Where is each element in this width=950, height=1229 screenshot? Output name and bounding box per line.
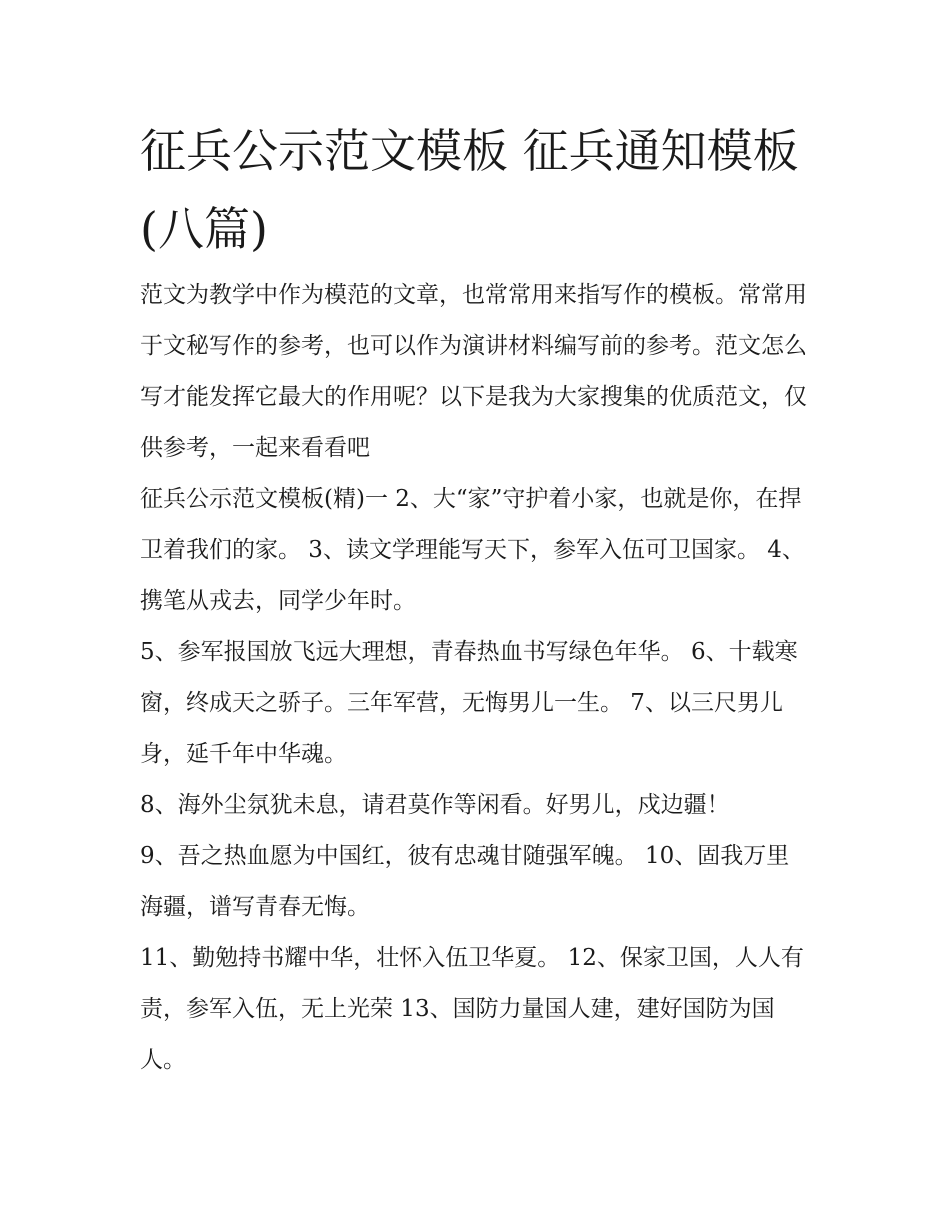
slogan-paragraph-5: 11、勤勉持书耀中华，壮怀入伍卫华夏。 12、保家卫国，人人有责，参军入伍，无上光荣 13、国防力量国人建，建好国防为国人。 [140,945,804,1073]
document-body [140,112,812,1086]
document-title: 征兵公示范文模板 征兵通知模板(八篇) [140,124,799,256]
slogan-paragraph-4: 9、吾之热血愿为中国红，彼有忠魂甘随强军魄。 10、固我万里海疆，谱写青春无悔。 [140,843,790,920]
slogan-paragraph-3: 8、海外尘氛犹未息，请君莫作等闲看。好男儿，戍边疆！ [140,792,730,818]
slogan-paragraph-1: 征兵公示范文模板(精)一 2、大“家”守护着小家，也就是你，在捍卫着我们的家。 3、读文学理能写天下，参军入伍可卫国家。 4、携笔从戎去，同学少年时。 [140,486,805,614]
intro-paragraph: 范文为教学中作为模范的文章，也常常用来指写作的模板。常常用于文秘写作的参考，也可以作为演讲材料编写前的参考。范文怎么写才能发挥它最大的作用呢？以下是我为大家搜集的优质范文，仅供参考，一起来看看吧 [140,282,807,461]
slogan-paragraph-2: 5、参军报国放飞远大理想，青春热血书写绿色年华。 6、十载寒窗，终成天之骄子。三年军营，无悔男儿一生。 7、以三尺男儿身，延千年中华魂。 [140,639,798,767]
